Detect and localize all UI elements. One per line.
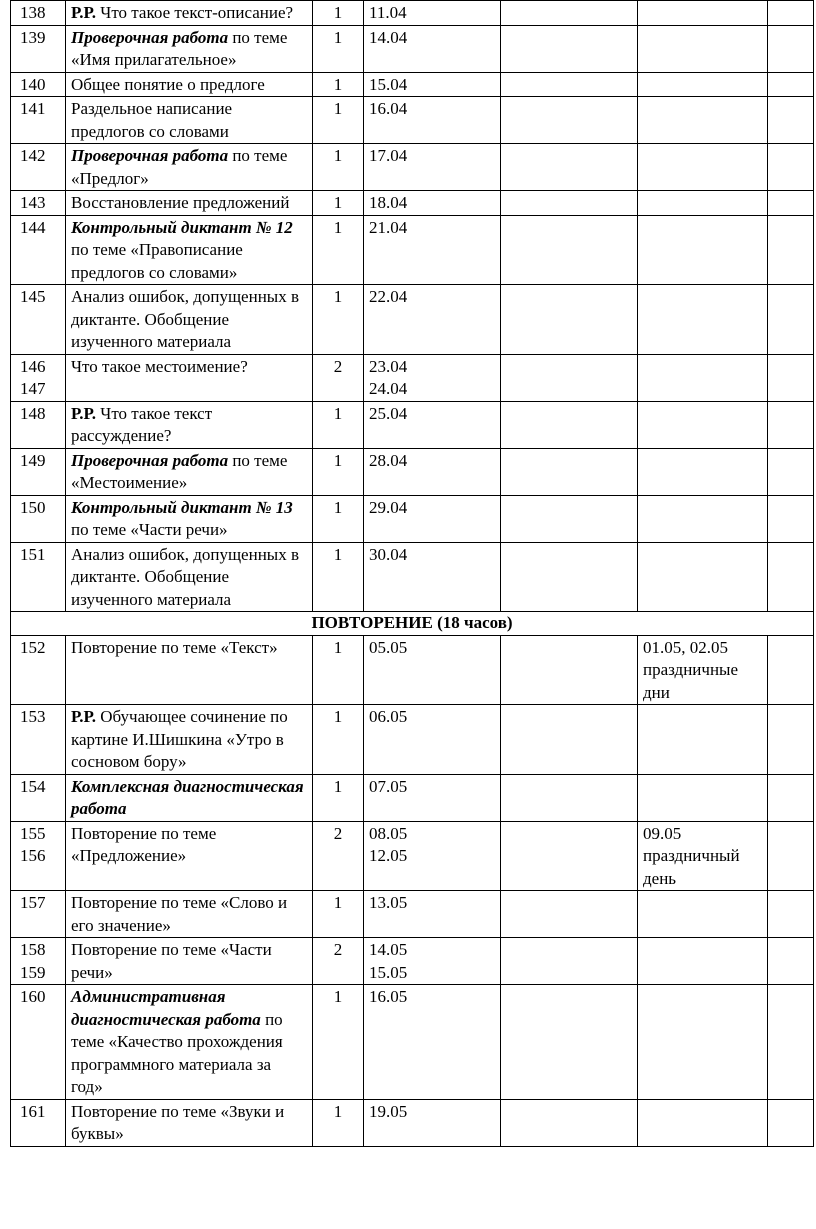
lesson-number xyxy=(11,1099,66,1146)
lesson-date xyxy=(364,938,501,985)
lesson-actual-date xyxy=(501,448,638,495)
lesson-number-value: 141 xyxy=(20,99,46,118)
table-row xyxy=(11,1,814,26)
lesson-topic-text: Что такое текст-описание? xyxy=(96,3,294,22)
lesson-number-value: 139 xyxy=(20,27,46,47)
lesson-topic-text: Что такое местоимение? xyxy=(71,356,248,376)
lesson-note xyxy=(638,401,768,448)
table-row xyxy=(11,144,814,191)
lesson-number-value: 144 xyxy=(20,217,46,237)
lesson-date xyxy=(364,215,501,285)
lesson-number-value: 149 xyxy=(20,450,46,470)
lesson-number xyxy=(11,495,66,542)
table-row xyxy=(11,774,814,821)
lesson-actual-date xyxy=(501,354,638,401)
lesson-date xyxy=(364,705,501,775)
lesson-number-value: 138 xyxy=(20,3,46,22)
lesson-date-value: 18.04 xyxy=(369,193,408,212)
lesson-date-value: 05.05 xyxy=(369,637,408,657)
lesson-extra xyxy=(768,72,814,97)
table-row xyxy=(11,891,814,938)
lesson-date-value: 16.04 xyxy=(369,99,408,118)
lesson-number-value: 152 xyxy=(20,637,46,657)
lesson-extra xyxy=(768,705,814,775)
lesson-number-value: 158 xyxy=(20,940,46,959)
lesson-number xyxy=(11,191,66,216)
lesson-date xyxy=(364,144,501,191)
lesson-number xyxy=(11,215,66,285)
lesson-number-value: 148 xyxy=(20,403,46,423)
lesson-actual-date xyxy=(501,705,638,775)
lesson-topic-text: Повторение по теме «Слово и его значение» xyxy=(71,893,288,935)
lesson-topic xyxy=(66,495,313,542)
lesson-number-value: 142 xyxy=(20,146,46,165)
lesson-actual-date xyxy=(501,1,638,26)
lesson-topic xyxy=(66,215,313,285)
lesson-hours: 1 xyxy=(313,72,364,97)
lesson-hours: 1 xyxy=(313,191,364,216)
repetition-rows xyxy=(11,635,814,1146)
lesson-extra xyxy=(768,495,814,542)
table-row xyxy=(11,215,814,285)
lesson-actual-date xyxy=(501,285,638,355)
lesson-plan-table xyxy=(10,0,814,1147)
lesson-topic-text: Восстановление предложений xyxy=(71,193,290,212)
lesson-actual-date xyxy=(501,25,638,72)
lesson-date xyxy=(364,401,501,448)
lesson-topic-emphasis: Р.Р. xyxy=(71,3,97,22)
lesson-number-value: 154 xyxy=(20,776,46,796)
lesson-number xyxy=(11,705,66,775)
lesson-hours: 1 xyxy=(313,542,364,612)
lesson-rows xyxy=(11,1,814,612)
lesson-actual-date xyxy=(501,542,638,612)
lesson-hours: 1 xyxy=(313,25,364,72)
lesson-date xyxy=(364,448,501,495)
lesson-number-value: 143 xyxy=(20,193,46,212)
lesson-hours: 1 xyxy=(313,144,364,191)
lesson-date xyxy=(364,891,501,938)
lesson-hours: 1 xyxy=(313,985,364,1100)
lesson-note xyxy=(638,448,768,495)
lesson-date-value: 11.04 xyxy=(369,3,407,22)
lesson-topic-text: по теме «Предлог» xyxy=(71,146,288,188)
lesson-note xyxy=(638,144,768,191)
lesson-topic xyxy=(66,25,313,72)
lesson-actual-date xyxy=(501,1099,638,1146)
lesson-topic-text: Раздельное написание предлогов со словами xyxy=(71,99,233,141)
lesson-topic xyxy=(66,448,313,495)
lesson-date xyxy=(364,985,501,1100)
lesson-note xyxy=(638,215,768,285)
lesson-extra xyxy=(768,635,814,705)
lesson-extra xyxy=(768,354,814,401)
lesson-date xyxy=(364,25,501,72)
table-row xyxy=(11,985,814,1100)
lesson-date-value: 19.05 xyxy=(369,1101,408,1121)
lesson-topic xyxy=(66,891,313,938)
lesson-number xyxy=(11,821,66,891)
lesson-topic xyxy=(66,401,313,448)
lesson-actual-date xyxy=(501,985,638,1100)
lesson-date xyxy=(364,97,501,144)
table-row xyxy=(11,635,814,705)
lesson-note: 09.05 праздничный день xyxy=(638,821,768,891)
lesson-note xyxy=(638,25,768,72)
lesson-number-value: 156 xyxy=(20,846,46,865)
lesson-number-value: 147 xyxy=(20,379,46,398)
lesson-date-value: 22.04 xyxy=(369,287,408,306)
lesson-hours: 1 xyxy=(313,635,364,705)
lesson-date xyxy=(364,285,501,355)
lesson-date-value: 28.04 xyxy=(369,450,408,470)
lesson-extra xyxy=(768,1,814,26)
table-row xyxy=(11,354,814,401)
lesson-note: 01.05, 02.05 праздничные дни xyxy=(638,635,768,705)
lesson-topic-emphasis: Р.Р. xyxy=(71,403,97,423)
section-title: ПОВТОРЕНИЕ (18 часов) xyxy=(11,612,814,636)
lesson-date-value: 23.04 xyxy=(369,356,408,376)
lesson-number-value: 151 xyxy=(20,544,46,564)
lesson-note xyxy=(638,354,768,401)
lesson-topic-text: Общее понятие о предлоге xyxy=(71,74,265,94)
table-row xyxy=(11,1099,814,1146)
lesson-hours: 1 xyxy=(313,401,364,448)
lesson-number xyxy=(11,144,66,191)
section-row xyxy=(11,612,814,636)
lesson-topic xyxy=(66,354,313,401)
lesson-topic-text: Анализ ошибок, допущенных в диктанте. Обобщение изученного материала xyxy=(71,287,299,351)
lesson-note xyxy=(638,705,768,775)
table-row xyxy=(11,705,814,775)
lesson-hours: 1 xyxy=(313,774,364,821)
lesson-extra xyxy=(768,401,814,448)
lesson-topic-emphasis: Комплексная диагностическая работа xyxy=(71,776,304,818)
lesson-date-value: 15.04 xyxy=(369,74,408,94)
lesson-number-value: 140 xyxy=(20,74,46,94)
lesson-topic xyxy=(66,821,313,891)
lesson-date-value: 25.04 xyxy=(369,403,408,423)
lesson-actual-date xyxy=(501,635,638,705)
lesson-actual-date xyxy=(501,495,638,542)
lesson-topic-text: по теме «Местоимение» xyxy=(71,450,288,492)
lesson-date-value: 24.04 xyxy=(369,379,408,398)
lesson-number-value: 159 xyxy=(20,962,46,982)
lesson-number-value: 150 xyxy=(20,497,46,517)
lesson-topic-emphasis: Проверочная работа xyxy=(71,146,229,165)
lesson-number xyxy=(11,891,66,938)
lesson-extra xyxy=(768,1099,814,1146)
lesson-number-value: 145 xyxy=(20,287,46,306)
lesson-date xyxy=(364,495,501,542)
lesson-topic-text: Что такое текст рассуждение? xyxy=(71,403,213,445)
lesson-topic-text: Повторение по теме «Части речи» xyxy=(71,940,272,982)
lesson-number xyxy=(11,1,66,26)
lesson-date-value: 16.05 xyxy=(369,987,408,1006)
lesson-number xyxy=(11,72,66,97)
lesson-extra xyxy=(768,891,814,938)
table-row xyxy=(11,495,814,542)
lesson-hours: 1 xyxy=(313,285,364,355)
lesson-hours: 1 xyxy=(313,705,364,775)
lesson-number-value: 153 xyxy=(20,707,46,726)
lesson-date-value: 14.04 xyxy=(369,27,408,47)
lesson-date xyxy=(364,354,501,401)
lesson-topic xyxy=(66,285,313,355)
table-row xyxy=(11,191,814,216)
lesson-number xyxy=(11,448,66,495)
lesson-date xyxy=(364,821,501,891)
lesson-note xyxy=(638,191,768,216)
lesson-number-value: 157 xyxy=(20,893,46,912)
lesson-extra xyxy=(768,25,814,72)
lesson-topic xyxy=(66,144,313,191)
lesson-note xyxy=(638,938,768,985)
lesson-hours: 2 xyxy=(313,938,364,985)
table-row xyxy=(11,448,814,495)
lesson-note xyxy=(638,985,768,1100)
lesson-hours: 1 xyxy=(313,1,364,26)
lesson-note xyxy=(638,542,768,612)
lesson-date xyxy=(364,191,501,216)
lesson-extra xyxy=(768,215,814,285)
lesson-topic xyxy=(66,705,313,775)
lesson-topic xyxy=(66,938,313,985)
lesson-actual-date xyxy=(501,144,638,191)
lesson-actual-date xyxy=(501,821,638,891)
lesson-number xyxy=(11,938,66,985)
lesson-note xyxy=(638,72,768,97)
lesson-topic-text: Обучающее сочинение по картине И.Шишкина «Утро в сосновом бору» xyxy=(71,707,288,771)
lesson-note xyxy=(638,285,768,355)
lesson-topic-text: по теме «Правописание предлогов со словами» xyxy=(71,240,243,282)
lesson-hours: 1 xyxy=(313,97,364,144)
table-row xyxy=(11,938,814,985)
lesson-date-value: 14.05 xyxy=(369,940,408,959)
lesson-topic xyxy=(66,97,313,144)
lesson-date xyxy=(364,542,501,612)
lesson-note xyxy=(638,774,768,821)
lesson-number xyxy=(11,285,66,355)
lesson-number xyxy=(11,97,66,144)
lesson-topic xyxy=(66,985,313,1100)
lesson-note xyxy=(638,891,768,938)
lesson-date-value: 17.04 xyxy=(369,146,408,165)
lesson-topic-emphasis: Административная диагностическая работа xyxy=(71,987,261,1029)
lesson-note xyxy=(638,97,768,144)
lesson-number-value: 146 xyxy=(20,356,46,376)
lesson-date-value: 29.04 xyxy=(369,497,408,517)
lesson-date-value: 15.05 xyxy=(369,962,408,982)
lesson-actual-date xyxy=(501,97,638,144)
table-row xyxy=(11,821,814,891)
lesson-topic xyxy=(66,635,313,705)
lesson-extra xyxy=(768,542,814,612)
lesson-actual-date xyxy=(501,774,638,821)
table-row xyxy=(11,97,814,144)
lesson-topic-text: Повторение по теме «Звуки и буквы» xyxy=(71,1101,285,1143)
lesson-actual-date xyxy=(501,72,638,97)
table-row xyxy=(11,542,814,612)
lesson-number xyxy=(11,542,66,612)
lesson-extra xyxy=(768,97,814,144)
lesson-date-value: 08.05 xyxy=(369,823,408,843)
lesson-date-value: 21.04 xyxy=(369,217,408,237)
lesson-number xyxy=(11,985,66,1100)
lesson-topic-text: по теме «Качество прохождения программного материала за год» xyxy=(71,1009,283,1096)
lesson-date-value: 07.05 xyxy=(369,776,408,796)
lesson-topic xyxy=(66,774,313,821)
table-row xyxy=(11,25,814,72)
lesson-date xyxy=(364,1099,501,1146)
lesson-extra xyxy=(768,985,814,1100)
lesson-date xyxy=(364,635,501,705)
lesson-topic-text: Анализ ошибок, допущенных в диктанте. Обобщение изученного материала xyxy=(71,544,299,609)
lesson-extra xyxy=(768,448,814,495)
lesson-number-value: 161 xyxy=(20,1101,46,1121)
lesson-actual-date xyxy=(501,938,638,985)
lesson-hours: 1 xyxy=(313,215,364,285)
lesson-date-value: 30.04 xyxy=(369,544,408,564)
lesson-topic-emphasis: Р.Р. xyxy=(71,707,97,726)
lesson-extra xyxy=(768,144,814,191)
lesson-topic-emphasis: Проверочная работа xyxy=(71,27,229,47)
lesson-topic xyxy=(66,191,313,216)
lesson-number-value: 160 xyxy=(20,987,46,1006)
lesson-extra xyxy=(768,285,814,355)
lesson-topic-emphasis: Контрольный диктант № 13 xyxy=(71,497,293,517)
lesson-number-value: 155 xyxy=(20,823,46,843)
lesson-number xyxy=(11,774,66,821)
lesson-topic xyxy=(66,1099,313,1146)
lesson-topic-text: Повторение по теме «Предложение» xyxy=(71,823,217,865)
lesson-extra xyxy=(768,774,814,821)
lesson-note xyxy=(638,1,768,26)
lesson-hours: 2 xyxy=(313,354,364,401)
lesson-date-value: 12.05 xyxy=(369,846,408,865)
lesson-plan-page xyxy=(10,0,813,1147)
lesson-number xyxy=(11,635,66,705)
lesson-topic xyxy=(66,542,313,612)
lesson-number xyxy=(11,401,66,448)
table-row xyxy=(11,401,814,448)
lesson-actual-date xyxy=(501,191,638,216)
lesson-extra xyxy=(768,821,814,891)
lesson-topic xyxy=(66,72,313,97)
lesson-note xyxy=(638,1099,768,1146)
lesson-date xyxy=(364,1,501,26)
lesson-topic-emphasis: Проверочная работа xyxy=(71,450,229,470)
lesson-number xyxy=(11,354,66,401)
lesson-topic-text: по теме «Имя прилагательное» xyxy=(71,27,288,69)
lesson-number xyxy=(11,25,66,72)
table-row xyxy=(11,72,814,97)
lesson-hours: 1 xyxy=(313,495,364,542)
lesson-actual-date xyxy=(501,401,638,448)
lesson-actual-date xyxy=(501,215,638,285)
lesson-date-value: 13.05 xyxy=(369,893,408,912)
table-row xyxy=(11,285,814,355)
lesson-hours: 2 xyxy=(313,821,364,891)
lesson-date xyxy=(364,72,501,97)
lesson-topic-emphasis: Контрольный диктант № 12 xyxy=(71,217,293,237)
lesson-hours: 1 xyxy=(313,448,364,495)
lesson-extra xyxy=(768,191,814,216)
lesson-note xyxy=(638,495,768,542)
lesson-date xyxy=(364,774,501,821)
lesson-actual-date xyxy=(501,891,638,938)
lesson-date-value: 06.05 xyxy=(369,707,408,726)
lesson-extra xyxy=(768,938,814,985)
lesson-topic-text: по теме «Части речи» xyxy=(71,520,228,539)
lesson-hours: 1 xyxy=(313,1099,364,1146)
lesson-topic xyxy=(66,1,313,26)
lesson-hours: 1 xyxy=(313,891,364,938)
lesson-topic-text: Повторение по теме «Текст» xyxy=(71,637,278,657)
